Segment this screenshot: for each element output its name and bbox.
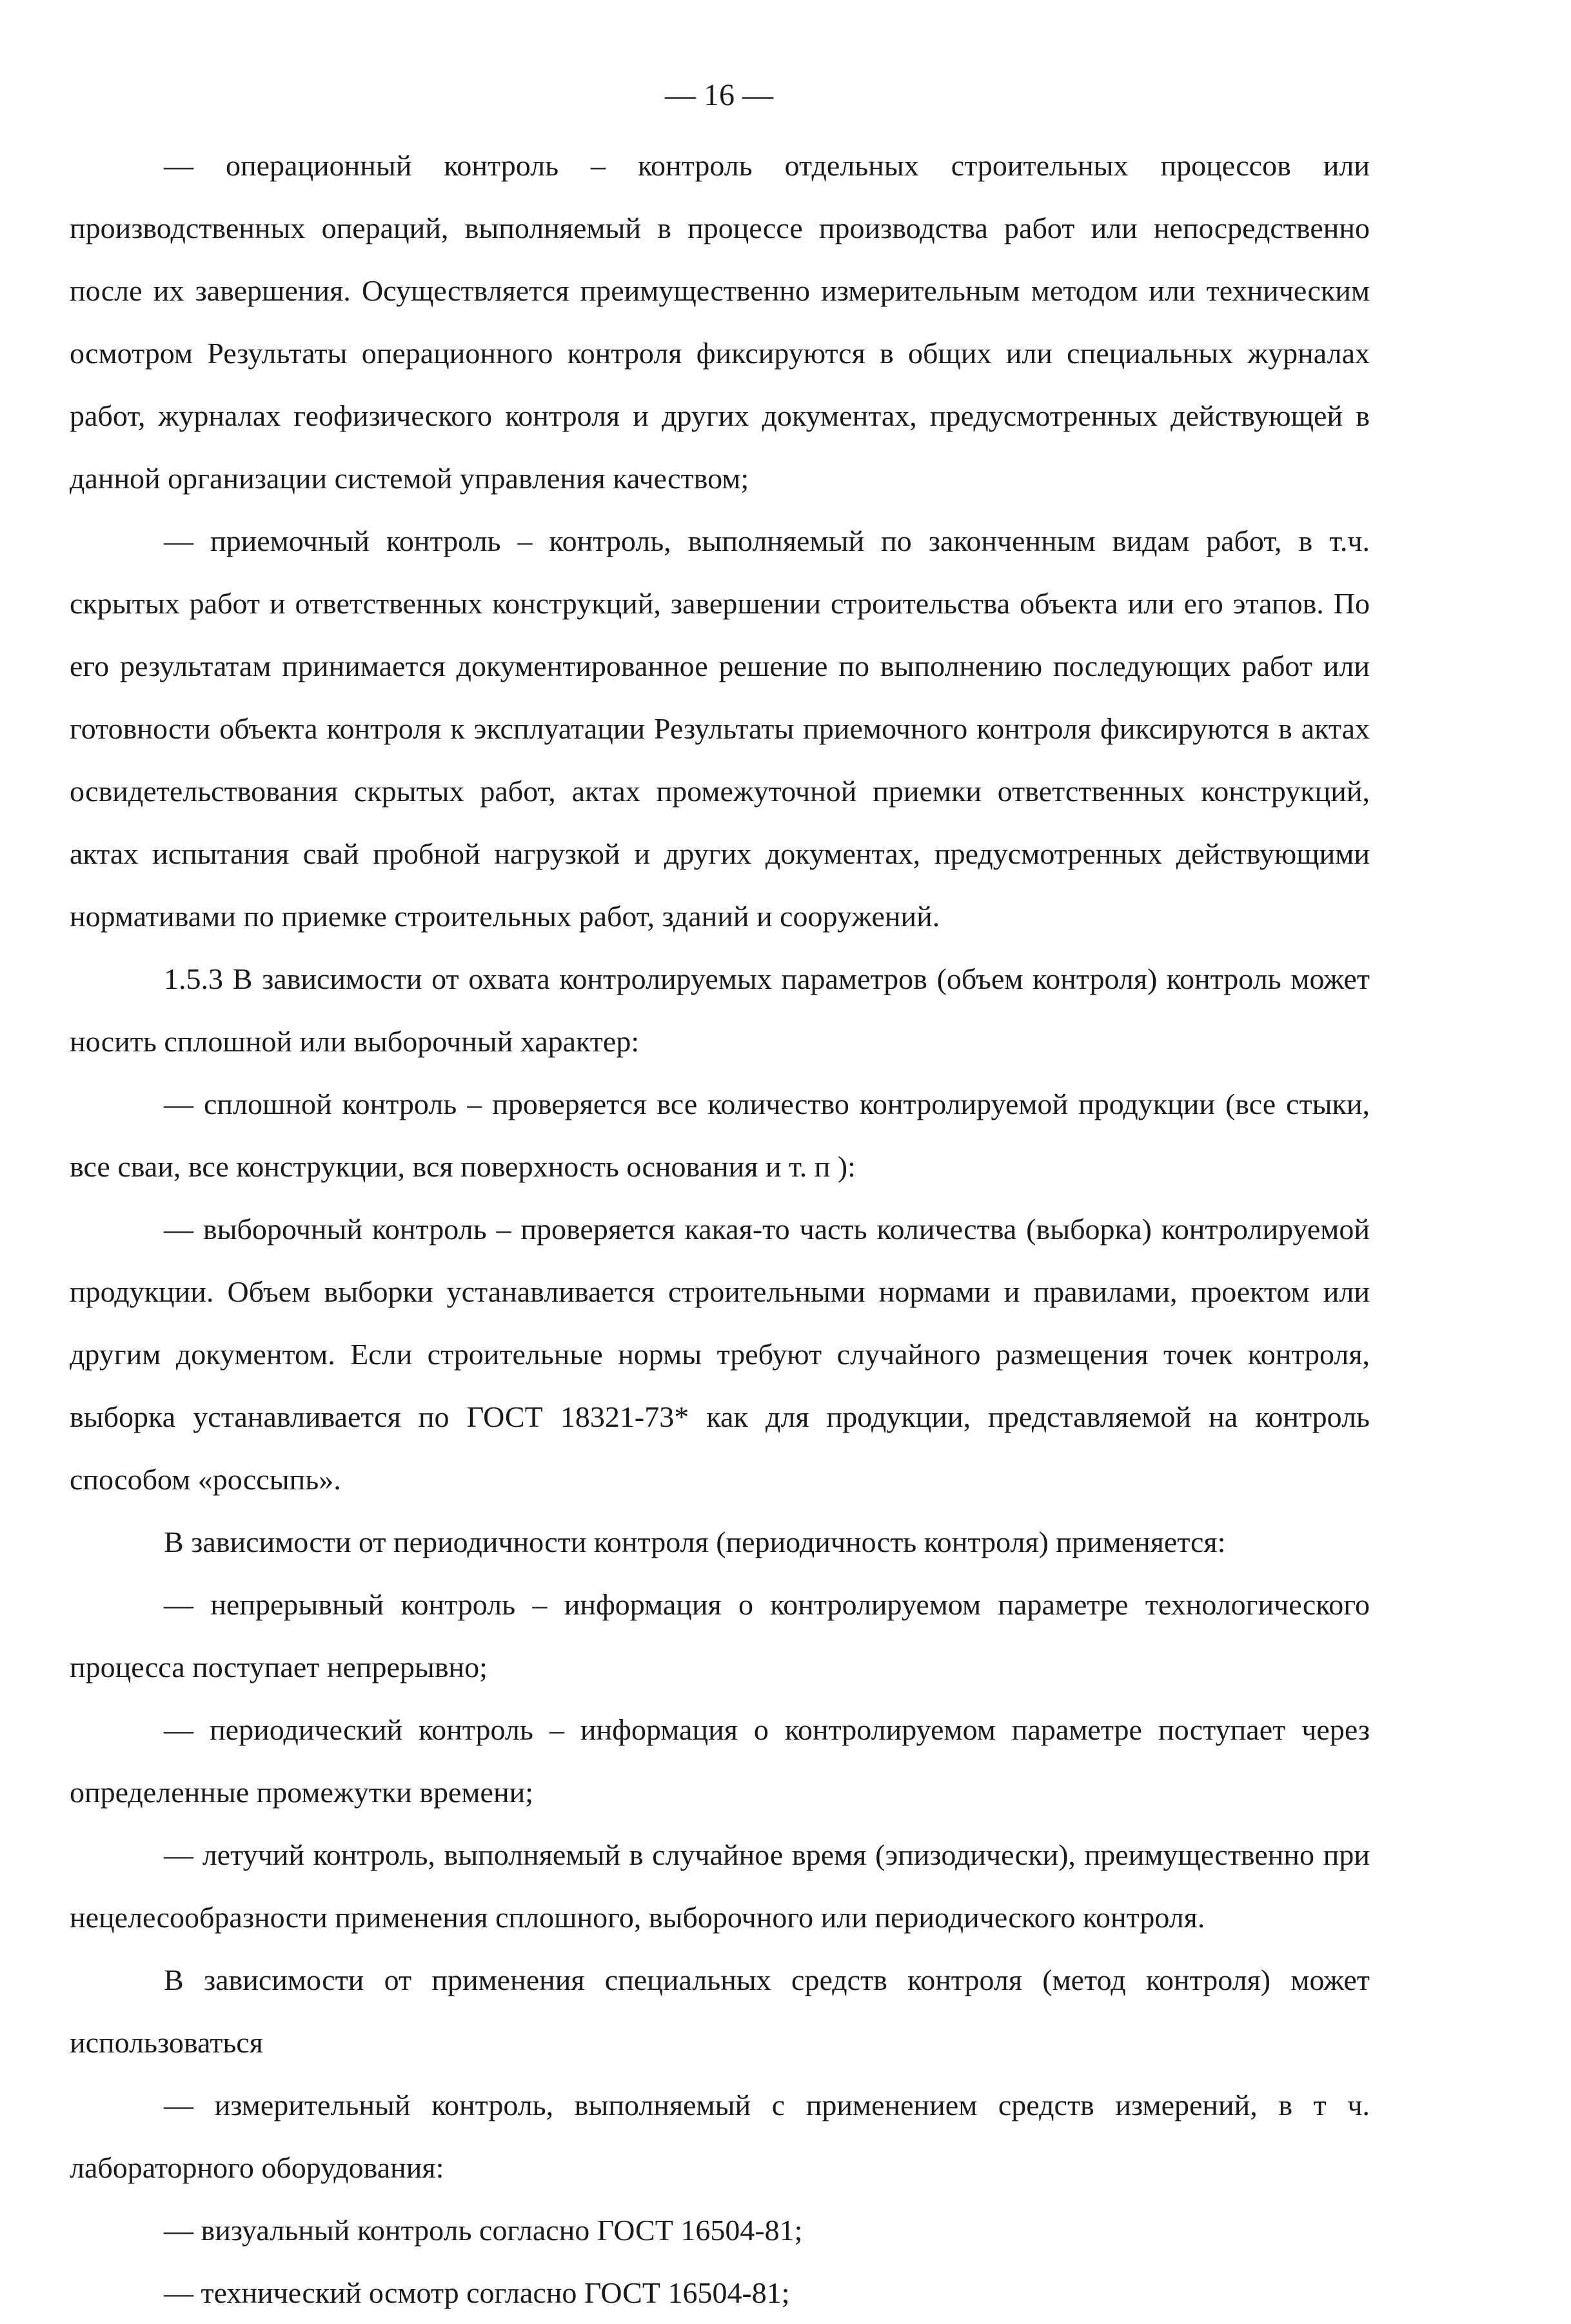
paragraph-visual-control: — визуальный контроль согласно ГОСТ 16504-81; bbox=[164, 2214, 803, 2247]
paragraph-section-1-5-3: 1.5.3 В зависимости от охвата контролируемых параметров (объем контроля) контроль может носить сплошной или выборочный характер: bbox=[70, 962, 1370, 1058]
paragraph-continuous-full-control: — сплошной контроль – проверяется все количество контролируемой продукции (все стыки, все сваи, все конструкции, вся поверхность основания и т. п ): bbox=[70, 1088, 1370, 1183]
page-number: — 16 — bbox=[665, 78, 773, 112]
paragraph-acceptance-control: — приемочный контроль – контроль, выполняемый по законченным видам работ, в т.ч. скрытых работ и ответственных конструкций, завершении строительства объекта или его этапов. По его результатам принимается документированное решение по выполнению последующих работ или готовности объекта контроля к эксплуатации Результаты приемочного контроля фиксируются в актах освидетельствования скрытых работ, актах промежуточной приемки ответственных конструкций, актах испытания свай пробной нагрузкой и других документах, предусмотренных действующими нормативами по приемке строительных работ, зданий и сооружений. bbox=[70, 524, 1370, 933]
paragraph-uninterrupted-control: — непрерывный контроль – информация о контролируемом параметре технологического процесса поступает непрерывно; bbox=[70, 1588, 1370, 1683]
paragraph-flying-control: — летучий контроль, выполняемый в случайное время (эпизодически), преимущественно при нецелесообразности применения сплошного, выборочного или периодического контроля. bbox=[70, 1838, 1370, 1934]
paragraph-periodicity-intro: В зависимости от периодичности контроля (периодичность контроля) применяется: bbox=[164, 1525, 1226, 1558]
paragraph-operational-control: — операционный контроль – контроль отдельных строительных процессов или производственных операций, выполняемый в процессе производства работ или непосредственно после их завершения. Осуществляется преимущественно измерительным методом или техническим осмотром Результаты операционного контроля фиксируются в общих или специальных журналах работ, журналах геофизического контроля и других документах, предусмотренных действующей в данной организации системой управления качеством; bbox=[70, 149, 1370, 495]
paragraph-technical-inspection: — технический осмотр согласно ГОСТ 16504-81; bbox=[164, 2276, 790, 2309]
paragraph-periodic-control: — периодический контроль – информация о контролируемом параметре поступает через определенные промежутки времени; bbox=[70, 1713, 1370, 1809]
paragraph-sampling-control: — выборочный контроль – проверяется какая-то часть количества (выборка) контролируемой продукции. Объем выборки устанавливается строительными нормами и правилами, проектом или другим документом. Если строительные нормы требуют случайного размещения точек контроля, выборка устанавливается по ГОСТ 18321-73* как для продукции, представляемой на контроль способом «россыпь». bbox=[70, 1213, 1370, 1496]
document-body bbox=[70, 134, 1370, 2324]
paragraph-measuring-control: — измерительный контроль, выполняемый с применением средств измерений, в т ч. лабораторного оборудования: bbox=[70, 2089, 1370, 2184]
paragraph-method-intro: В зависимости от применения специальных средств контроля (метод контроля) может использоваться bbox=[70, 1963, 1370, 2059]
